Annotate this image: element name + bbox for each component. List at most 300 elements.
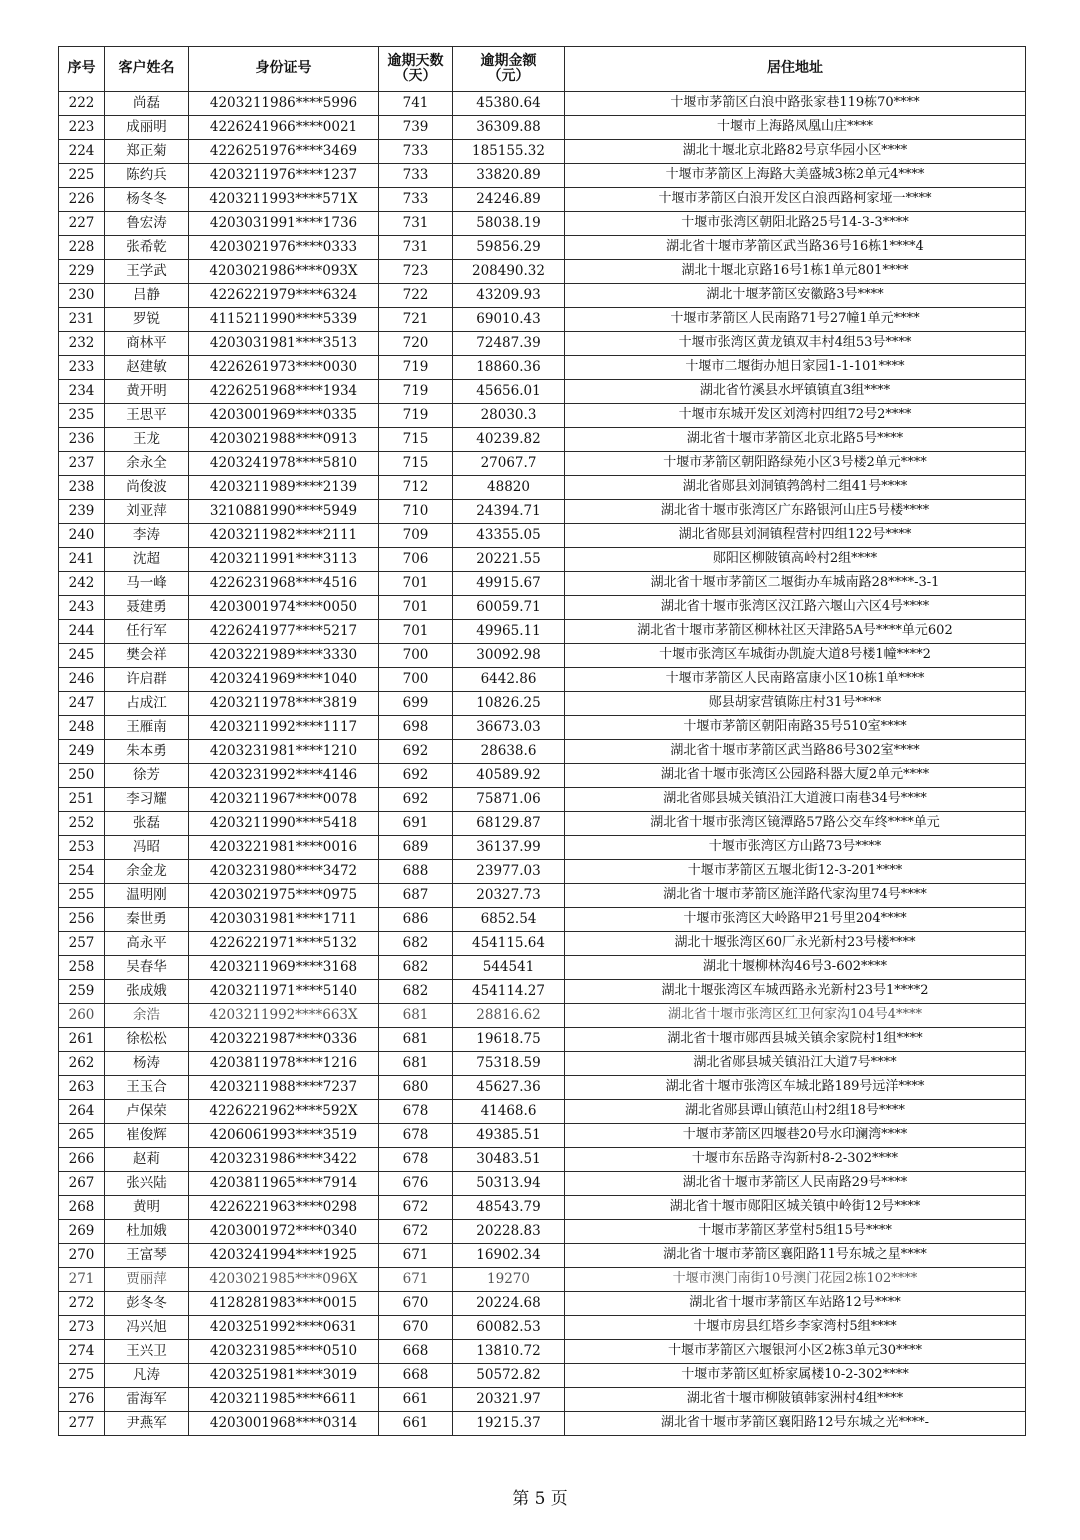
cell-address: 湖北省郧县刘洞镇程营村四组122号**** (565, 524, 1026, 548)
cell-overdue-days: 680 (379, 1076, 453, 1100)
cell-overdue-amount: 50572.82 (453, 1364, 565, 1388)
cell-serial-no: 222 (59, 92, 105, 116)
cell-serial-no: 228 (59, 236, 105, 260)
cell-customer-name: 朱本勇 (105, 740, 189, 764)
cell-address: 十堰市茅箭区白浪开发区白浪西路柯家垭一**** (565, 188, 1026, 212)
cell-overdue-days: 701 (379, 572, 453, 596)
cell-overdue-amount: 20224.68 (453, 1292, 565, 1316)
cell-serial-no: 266 (59, 1148, 105, 1172)
cell-overdue-amount: 30092.98 (453, 644, 565, 668)
cell-address: 湖北省十堰市郧阳区城关镇中岭街12号**** (565, 1196, 1026, 1220)
cell-overdue-days: 672 (379, 1220, 453, 1244)
cell-overdue-amount: 28638.6 (453, 740, 565, 764)
cell-overdue-amount: 208490.32 (453, 260, 565, 284)
cell-serial-no: 225 (59, 164, 105, 188)
cell-serial-no: 272 (59, 1292, 105, 1316)
table-row (59, 356, 1026, 380)
cell-overdue-amount: 49965.11 (453, 620, 565, 644)
cell-overdue-days: 700 (379, 668, 453, 692)
cell-id-number: 4226221962****592X (189, 1100, 379, 1124)
cell-overdue-days: 719 (379, 356, 453, 380)
cell-id-number: 4203211976****1237 (189, 164, 379, 188)
cell-customer-name: 刘亚萍 (105, 500, 189, 524)
cell-customer-name: 吴春华 (105, 956, 189, 980)
cell-overdue-amount: 36309.88 (453, 116, 565, 140)
header-overdue-days-unit: （天） (394, 68, 437, 84)
table-row (59, 1100, 1026, 1124)
cell-overdue-days: 712 (379, 476, 453, 500)
cell-customer-name: 王思平 (105, 404, 189, 428)
cell-address: 湖北省十堰市张湾区红卫何家沟104号4**** (565, 1004, 1026, 1028)
cell-overdue-amount: 20221.55 (453, 548, 565, 572)
cell-id-number: 4203221989****3330 (189, 644, 379, 668)
cell-overdue-amount: 60082.53 (453, 1316, 565, 1340)
cell-address: 湖北省竹溪县水坪镇镇直3组**** (565, 380, 1026, 404)
cell-customer-name: 徐松松 (105, 1028, 189, 1052)
cell-customer-name: 聂建勇 (105, 596, 189, 620)
cell-serial-no: 245 (59, 644, 105, 668)
cell-address: 湖北省十堰市郧西县城关镇余家院村1组**** (565, 1028, 1026, 1052)
cell-customer-name: 郑正菊 (105, 140, 189, 164)
cell-id-number: 4203211967****0078 (189, 788, 379, 812)
cell-overdue-amount: 19270 (453, 1268, 565, 1292)
cell-overdue-days: 672 (379, 1196, 453, 1220)
cell-overdue-days: 682 (379, 932, 453, 956)
cell-address: 十堰市张湾区大岭路甲21号里204**** (565, 908, 1026, 932)
cell-customer-name: 杨冬冬 (105, 188, 189, 212)
cell-overdue-days: 671 (379, 1268, 453, 1292)
cell-overdue-days: 670 (379, 1316, 453, 1340)
table-row (59, 692, 1026, 716)
cell-address: 十堰市张湾区方山路73号**** (565, 836, 1026, 860)
cell-id-number: 4226221979****6324 (189, 284, 379, 308)
cell-overdue-days: 741 (379, 92, 453, 116)
cell-serial-no: 250 (59, 764, 105, 788)
cell-overdue-amount: 19618.75 (453, 1028, 565, 1052)
cell-address: 湖北十堰张湾区60厂永光新村23号楼**** (565, 932, 1026, 956)
table-row (59, 524, 1026, 548)
cell-overdue-days: 681 (379, 1028, 453, 1052)
table-row (59, 908, 1026, 932)
cell-customer-name: 商林平 (105, 332, 189, 356)
cell-overdue-days: 678 (379, 1100, 453, 1124)
cell-overdue-days: 731 (379, 212, 453, 236)
cell-address: 十堰市东岳路寺沟新村8-2-302**** (565, 1148, 1026, 1172)
cell-address: 湖北十堰张湾区车城西路永光新村23号1****2 (565, 980, 1026, 1004)
cell-serial-no: 241 (59, 548, 105, 572)
table-row (59, 116, 1026, 140)
cell-overdue-amount: 23977.03 (453, 860, 565, 884)
cell-address: 十堰市茅箭区白浪中路张家巷119栋70**** (565, 92, 1026, 116)
header-overdue-amount-unit: （元） (487, 68, 530, 84)
cell-overdue-days: 739 (379, 116, 453, 140)
cell-customer-name: 高永平 (105, 932, 189, 956)
cell-id-number: 4206061993****3519 (189, 1124, 379, 1148)
table-row (59, 1388, 1026, 1412)
cell-address: 湖北省十堰市茅箭区襄阳路11号东城之星**** (565, 1244, 1026, 1268)
table-row (59, 1004, 1026, 1028)
table-row (59, 1364, 1026, 1388)
cell-customer-name: 赵建敏 (105, 356, 189, 380)
cell-overdue-amount: 27067.7 (453, 452, 565, 476)
table-row (59, 1124, 1026, 1148)
cell-id-number: 4203231985****0510 (189, 1340, 379, 1364)
cell-serial-no: 248 (59, 716, 105, 740)
cell-address: 十堰市茅箭区人民南路富康小区10栋1单**** (565, 668, 1026, 692)
table-row (59, 812, 1026, 836)
cell-overdue-amount: 36137.99 (453, 836, 565, 860)
cell-overdue-days: 722 (379, 284, 453, 308)
cell-address: 十堰市茅箭区朝阳路绿苑小区3号楼2单元**** (565, 452, 1026, 476)
cell-id-number: 4226261973****0030 (189, 356, 379, 380)
cell-id-number: 4203211985****6611 (189, 1388, 379, 1412)
table-row (59, 500, 1026, 524)
cell-address: 湖北省十堰市茅箭区北京北路5号**** (565, 428, 1026, 452)
table-row (59, 308, 1026, 332)
table-row (59, 1244, 1026, 1268)
cell-customer-name: 彭冬冬 (105, 1292, 189, 1316)
table-row (59, 1196, 1026, 1220)
cell-customer-name: 陈约兵 (105, 164, 189, 188)
cell-serial-no: 234 (59, 380, 105, 404)
cell-serial-no: 232 (59, 332, 105, 356)
cell-id-number: 4203031981****1711 (189, 908, 379, 932)
cell-overdue-days: 733 (379, 188, 453, 212)
cell-id-number: 4203021985****096X (189, 1268, 379, 1292)
cell-id-number: 4203241978****5810 (189, 452, 379, 476)
cell-customer-name: 王玉合 (105, 1076, 189, 1100)
cell-serial-no: 236 (59, 428, 105, 452)
cell-id-number: 4203221987****0336 (189, 1028, 379, 1052)
cell-id-number: 4203031981****3513 (189, 332, 379, 356)
cell-customer-name: 尚俊波 (105, 476, 189, 500)
table-row (59, 1412, 1026, 1436)
cell-serial-no: 260 (59, 1004, 105, 1028)
table-row (59, 1028, 1026, 1052)
cell-id-number: 4203241994****1925 (189, 1244, 379, 1268)
cell-overdue-days: 733 (379, 140, 453, 164)
header-customer-name: 客户姓名 (105, 47, 189, 92)
cell-customer-name: 张磊 (105, 812, 189, 836)
cell-overdue-amount: 20228.83 (453, 1220, 565, 1244)
cell-overdue-amount: 10826.25 (453, 692, 565, 716)
cell-overdue-days: 676 (379, 1172, 453, 1196)
cell-overdue-days: 671 (379, 1244, 453, 1268)
cell-address: 十堰市房县红塔乡李家湾村5组**** (565, 1316, 1026, 1340)
cell-customer-name: 尚磊 (105, 92, 189, 116)
cell-overdue-amount: 454114.27 (453, 980, 565, 1004)
cell-customer-name: 余浩 (105, 1004, 189, 1028)
cell-id-number: 4203211991****3113 (189, 548, 379, 572)
table-row (59, 1148, 1026, 1172)
cell-id-number: 4226251976****3469 (189, 140, 379, 164)
cell-serial-no: 235 (59, 404, 105, 428)
cell-id-number: 4203211988****7237 (189, 1076, 379, 1100)
table-row (59, 620, 1026, 644)
cell-overdue-amount: 43355.05 (453, 524, 565, 548)
cell-overdue-days: 720 (379, 332, 453, 356)
cell-id-number: 4203231980****3472 (189, 860, 379, 884)
cell-overdue-days: 692 (379, 764, 453, 788)
cell-serial-no: 243 (59, 596, 105, 620)
header-id-number: 身份证号 (189, 47, 379, 92)
cell-serial-no: 273 (59, 1316, 105, 1340)
cell-address: 湖北十堰北京路16号1栋1单元801**** (565, 260, 1026, 284)
cell-serial-no: 274 (59, 1340, 105, 1364)
cell-overdue-days: 731 (379, 236, 453, 260)
cell-id-number: 4203241969****1040 (189, 668, 379, 692)
cell-serial-no: 268 (59, 1196, 105, 1220)
cell-overdue-days: 715 (379, 452, 453, 476)
cell-overdue-amount: 24246.89 (453, 188, 565, 212)
table-row (59, 980, 1026, 1004)
table-row (59, 764, 1026, 788)
cell-overdue-amount: 49385.51 (453, 1124, 565, 1148)
cell-id-number: 4203001968****0314 (189, 1412, 379, 1436)
cell-id-number: 4203021975****0975 (189, 884, 379, 908)
table-row (59, 332, 1026, 356)
cell-customer-name: 王龙 (105, 428, 189, 452)
cell-customer-name: 成丽明 (105, 116, 189, 140)
overdue-customer-table (58, 46, 1026, 1436)
cell-address: 湖北省郧县城关镇沿江大道7号**** (565, 1052, 1026, 1076)
cell-customer-name: 罗锐 (105, 308, 189, 332)
cell-id-number: 4203211986****5996 (189, 92, 379, 116)
cell-serial-no: 230 (59, 284, 105, 308)
cell-serial-no: 239 (59, 500, 105, 524)
table-row (59, 140, 1026, 164)
cell-id-number: 4203231981****1210 (189, 740, 379, 764)
cell-serial-no: 263 (59, 1076, 105, 1100)
cell-id-number: 4226251968****1934 (189, 380, 379, 404)
cell-overdue-days: 691 (379, 812, 453, 836)
cell-customer-name: 秦世勇 (105, 908, 189, 932)
table-row (59, 164, 1026, 188)
cell-serial-no: 247 (59, 692, 105, 716)
cell-address: 湖北省十堰市茅箭区柳林社区天津路5A号****单元602 (565, 620, 1026, 644)
cell-serial-no: 259 (59, 980, 105, 1004)
cell-address: 湖北省十堰市张湾区广东路银河山庄5号楼**** (565, 500, 1026, 524)
cell-overdue-days: 733 (379, 164, 453, 188)
cell-overdue-amount: 68129.87 (453, 812, 565, 836)
cell-serial-no: 251 (59, 788, 105, 812)
cell-id-number: 4203001972****0340 (189, 1220, 379, 1244)
cell-serial-no: 229 (59, 260, 105, 284)
table-row (59, 212, 1026, 236)
cell-overdue-days: 701 (379, 620, 453, 644)
cell-id-number: 4203001969****0335 (189, 404, 379, 428)
cell-customer-name: 冯兴旭 (105, 1316, 189, 1340)
cell-serial-no: 255 (59, 884, 105, 908)
cell-address: 郧县胡家营镇陈庄村31号**** (565, 692, 1026, 716)
table-row (59, 476, 1026, 500)
cell-customer-name: 杨涛 (105, 1052, 189, 1076)
cell-serial-no: 223 (59, 116, 105, 140)
cell-serial-no: 275 (59, 1364, 105, 1388)
cell-overdue-amount: 48543.79 (453, 1196, 565, 1220)
cell-customer-name: 许启群 (105, 668, 189, 692)
table-row (59, 452, 1026, 476)
cell-id-number: 4203001974****0050 (189, 596, 379, 620)
cell-id-number: 3210881990****5949 (189, 500, 379, 524)
cell-serial-no: 252 (59, 812, 105, 836)
cell-address: 十堰市茅箭区人民南路71号27幢1单元**** (565, 308, 1026, 332)
cell-overdue-days: 715 (379, 428, 453, 452)
cell-serial-no: 276 (59, 1388, 105, 1412)
table-row (59, 188, 1026, 212)
cell-customer-name: 余永全 (105, 452, 189, 476)
cell-id-number: 4203251992****0631 (189, 1316, 379, 1340)
table-row (59, 668, 1026, 692)
cell-overdue-days: 701 (379, 596, 453, 620)
table-row (59, 596, 1026, 620)
cell-serial-no: 265 (59, 1124, 105, 1148)
cell-customer-name: 李习耀 (105, 788, 189, 812)
cell-serial-no: 238 (59, 476, 105, 500)
cell-overdue-days: 698 (379, 716, 453, 740)
cell-address: 湖北省十堰市茅箭区施洋路代家沟里74号**** (565, 884, 1026, 908)
cell-serial-no: 277 (59, 1412, 105, 1436)
table-row (59, 1172, 1026, 1196)
table-row (59, 788, 1026, 812)
cell-overdue-amount: 454115.64 (453, 932, 565, 956)
table-row (59, 1340, 1026, 1364)
table-row (59, 380, 1026, 404)
cell-customer-name: 赵莉 (105, 1148, 189, 1172)
cell-id-number: 4203221981****0016 (189, 836, 379, 860)
cell-id-number: 4203211990****5418 (189, 812, 379, 836)
table-header-row (59, 47, 1026, 92)
cell-id-number: 4203811978****1216 (189, 1052, 379, 1076)
cell-overdue-amount: 45656.01 (453, 380, 565, 404)
cell-overdue-amount: 16902.34 (453, 1244, 565, 1268)
cell-customer-name: 王兴卫 (105, 1340, 189, 1364)
cell-serial-no: 256 (59, 908, 105, 932)
cell-overdue-amount: 28816.62 (453, 1004, 565, 1028)
cell-serial-no: 271 (59, 1268, 105, 1292)
cell-address: 十堰市二堰街办旭日家园1-1-101**** (565, 356, 1026, 380)
cell-id-number: 4203211982****2111 (189, 524, 379, 548)
cell-address: 湖北省郧县谭山镇范山村2组18号**** (565, 1100, 1026, 1124)
cell-overdue-days: 668 (379, 1340, 453, 1364)
cell-address: 十堰市茅箭区朝阳南路35号510室**** (565, 716, 1026, 740)
cell-customer-name: 贾丽萍 (105, 1268, 189, 1292)
cell-overdue-days: 692 (379, 740, 453, 764)
table-row (59, 884, 1026, 908)
cell-overdue-days: 719 (379, 380, 453, 404)
cell-overdue-amount: 13810.72 (453, 1340, 565, 1364)
cell-serial-no: 233 (59, 356, 105, 380)
header-address: 居住地址 (565, 47, 1026, 92)
page-number: 第 5 页 (512, 1489, 568, 1509)
cell-overdue-amount: 544541 (453, 956, 565, 980)
cell-overdue-amount: 19215.37 (453, 1412, 565, 1436)
table-row (59, 836, 1026, 860)
cell-overdue-amount: 20327.73 (453, 884, 565, 908)
table-row (59, 92, 1026, 116)
cell-id-number: 4203031991****1736 (189, 212, 379, 236)
cell-serial-no: 231 (59, 308, 105, 332)
cell-overdue-days: 709 (379, 524, 453, 548)
cell-address: 湖北省郧县城关镇沿江大道渡口南巷34号**** (565, 788, 1026, 812)
cell-address: 十堰市澳门南街10号澳门花园2栋102**** (565, 1268, 1026, 1292)
cell-serial-no: 254 (59, 860, 105, 884)
cell-overdue-days: 661 (379, 1412, 453, 1436)
cell-customer-name: 樊会祥 (105, 644, 189, 668)
cell-serial-no: 262 (59, 1052, 105, 1076)
cell-overdue-amount: 6852.54 (453, 908, 565, 932)
cell-serial-no: 237 (59, 452, 105, 476)
cell-id-number: 4203211989****2139 (189, 476, 379, 500)
cell-address: 湖北十堰北京北路82号京华园小区**** (565, 140, 1026, 164)
cell-serial-no: 270 (59, 1244, 105, 1268)
table-row (59, 572, 1026, 596)
cell-id-number: 4226241966****0021 (189, 116, 379, 140)
cell-address: 十堰市张湾区朝阳北路25号14-3-3**** (565, 212, 1026, 236)
cell-serial-no: 246 (59, 668, 105, 692)
cell-address: 郧阳区柳陂镇高岭村2组**** (565, 548, 1026, 572)
cell-overdue-amount: 36673.03 (453, 716, 565, 740)
table-row (59, 1268, 1026, 1292)
cell-address: 湖北省十堰市张湾区镜潭路57路公交车终****单元 (565, 812, 1026, 836)
cell-serial-no: 269 (59, 1220, 105, 1244)
cell-address: 湖北省十堰市茅箭区武当路36号16栋1****4 (565, 236, 1026, 260)
cell-customer-name: 崔俊辉 (105, 1124, 189, 1148)
cell-serial-no: 227 (59, 212, 105, 236)
cell-id-number: 4203021976****0333 (189, 236, 379, 260)
header-overdue-amount (453, 47, 565, 92)
table-row (59, 260, 1026, 284)
cell-address: 湖北省十堰市茅箭区人民南路29号**** (565, 1172, 1026, 1196)
cell-overdue-amount: 69010.43 (453, 308, 565, 332)
cell-customer-name: 卢保荣 (105, 1100, 189, 1124)
cell-customer-name: 沈超 (105, 548, 189, 572)
cell-id-number: 4203231992****4146 (189, 764, 379, 788)
cell-id-number: 4203251981****3019 (189, 1364, 379, 1388)
cell-id-number: 4226221971****5132 (189, 932, 379, 956)
header-serial-no: 序号 (59, 47, 105, 92)
cell-overdue-days: 719 (379, 404, 453, 428)
cell-overdue-amount: 33820.89 (453, 164, 565, 188)
cell-id-number: 4203231986****3422 (189, 1148, 379, 1172)
cell-id-number: 4203211971****5140 (189, 980, 379, 1004)
cell-address: 十堰市张湾区黄龙镇双丰村4组53号**** (565, 332, 1026, 356)
cell-serial-no: 240 (59, 524, 105, 548)
cell-address: 十堰市茅箭区五堰北街12-3-201**** (565, 860, 1026, 884)
cell-address: 十堰市东城开发区刘湾村四组72号2**** (565, 404, 1026, 428)
cell-overdue-amount: 185155.32 (453, 140, 565, 164)
table-row (59, 548, 1026, 572)
cell-overdue-days: 689 (379, 836, 453, 860)
cell-customer-name: 张成娥 (105, 980, 189, 1004)
cell-overdue-amount: 30483.51 (453, 1148, 565, 1172)
cell-id-number: 4226241977****5217 (189, 620, 379, 644)
cell-address: 十堰市上海路凤凰山庄**** (565, 116, 1026, 140)
cell-customer-name: 占成江 (105, 692, 189, 716)
header-overdue-days-line1: 逾期天数 (387, 52, 444, 69)
table-row (59, 1052, 1026, 1076)
cell-serial-no: 267 (59, 1172, 105, 1196)
cell-overdue-amount: 45627.36 (453, 1076, 565, 1100)
cell-customer-name: 张希乾 (105, 236, 189, 260)
cell-serial-no: 264 (59, 1100, 105, 1124)
cell-overdue-days: 700 (379, 644, 453, 668)
cell-customer-name: 温明刚 (105, 884, 189, 908)
cell-serial-no: 242 (59, 572, 105, 596)
cell-overdue-amount: 75871.06 (453, 788, 565, 812)
cell-overdue-days: 678 (379, 1148, 453, 1172)
cell-address: 十堰市茅箭区上海路大美盛城3栋2单元4**** (565, 164, 1026, 188)
